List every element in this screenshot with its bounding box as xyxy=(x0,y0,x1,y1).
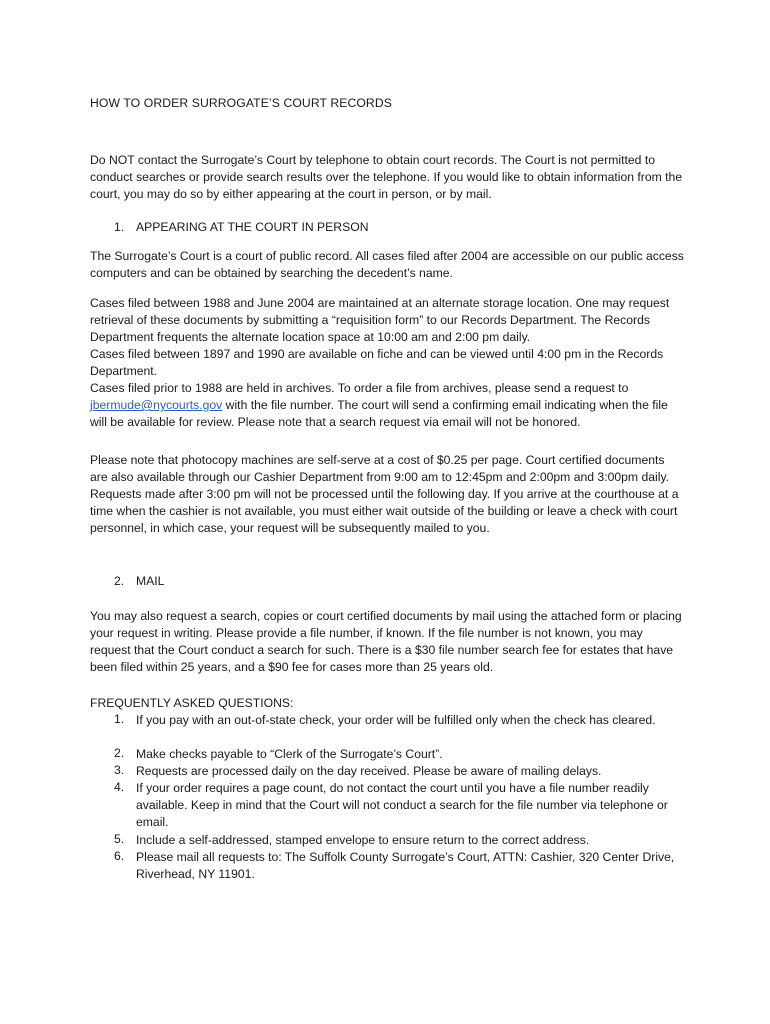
faq-item-number: 3. xyxy=(114,763,125,777)
archives-text-continued: with the file number. The court will send a confirming email indicating when the file will be available for review. Please note that a search request via email will not be honored. xyxy=(90,398,668,429)
faq-item xyxy=(0,849,770,883)
section-1-paragraph-2b: Cases filed between 1897 and 1990 are available on fiche and can be viewed until 4:00 pm in the Records Department. xyxy=(90,347,664,378)
page-title: HOW TO ORDER SURROGATE’S COURT RECORDS xyxy=(90,96,392,110)
faq-item xyxy=(0,832,770,849)
section-1-paragraph-2a: Cases filed between 1988 and June 2004 are maintained at an alternate storage location. One may request retrieval of these documents by submitting a “requisition form” to our Records Department. The Records Department frequents the alternate location space at 10:00 am and 2:00 pm daily. xyxy=(90,296,670,344)
email-link[interactable]: jbermude@nycourts.gov xyxy=(90,398,223,412)
section-1-title: APPEARING AT THE COURT IN PERSON xyxy=(136,220,369,234)
intro-paragraph: Do NOT contact the Surrogate’s Court by telephone to obtain court records. The Court is not permitted to conduct searches or provide search results over the telephone. If you would like to obtain information from the court, you may do so by either appearing at the court in person, or by mail. xyxy=(90,153,683,201)
section-1-paragraph-2 xyxy=(90,295,684,431)
section-2-title: MAIL xyxy=(136,574,165,588)
section-1-paragraph-2c xyxy=(90,380,684,431)
faq-item-text: If your order requires a page count, do not contact the court until you have a file number readily available. Keep in mind that the Court will not conduct a search for the file number via telephone or email. xyxy=(136,781,668,829)
faq-list xyxy=(0,712,770,883)
section-1-paragraph-1: The Surrogate’s Court is a court of public record. All cases filed after 2004 are accessible on our public access computers and can be obtained by searching the decedent’s name. xyxy=(90,249,684,280)
faq-item-number: 1. xyxy=(114,712,125,726)
faq-item-text: Include a self-addressed, stamped envelope to ensure return to the correct address. xyxy=(136,833,590,847)
faq-item-number: 2. xyxy=(114,746,125,760)
archives-text: Cases filed prior to 1988 are held in archives. To order a file from archives, please send a request to xyxy=(90,381,629,395)
section-1-paragraph-3: Please note that photocopy machines are self-serve at a cost of $0.25 per page. Court certified documents are also available through our Cashier Department from 9:00 am to 12:45pm and 2:00pm and 3:00pm daily. Requests made after 3:00 pm will not be processed until the following day. If you arrive at the courthouse at a time when the cashier is not available, you must either wait outside of the building or leave a check with court personnel, in which case, your request will be subsequently mailed to you. xyxy=(90,453,679,535)
section-2-paragraph-1: You may also request a search, copies or court certified documents by mail using the attached form or placing your request in writing. Please provide a file number, if known. If the file number is not known, you may request that the Court conduct a search for such. There is a $30 file number search fee for estates that have been filed within 25 years, and a $90 fee for cases more than 25 years old. xyxy=(90,609,682,674)
faq-item xyxy=(0,712,770,746)
section-1-number: 1. xyxy=(114,220,125,234)
faq-item-text: Please mail all requests to: The Suffolk County Surrogate’s Court, ATTN: Cashier, 320 Center Drive, Riverhead, NY 11901. xyxy=(136,850,675,881)
faq-item-number: 5. xyxy=(114,832,125,846)
faq-item xyxy=(0,746,770,763)
faq-heading: FREQUENTLY ASKED QUESTIONS: xyxy=(90,696,294,710)
faq-item-number: 4. xyxy=(114,780,125,794)
faq-item-number: 6. xyxy=(114,849,125,863)
faq-item-text: Make checks payable to “Clerk of the Surrogate’s Court”. xyxy=(136,747,443,761)
section-2-number: 2. xyxy=(114,574,125,588)
faq-item-text: Requests are processed daily on the day received. Please be aware of mailing delays. xyxy=(136,764,602,778)
faq-item xyxy=(0,780,770,832)
faq-item xyxy=(0,763,770,780)
faq-item-text: If you pay with an out-of-state check, your order will be fulfilled only when the check has cleared. xyxy=(136,713,656,727)
